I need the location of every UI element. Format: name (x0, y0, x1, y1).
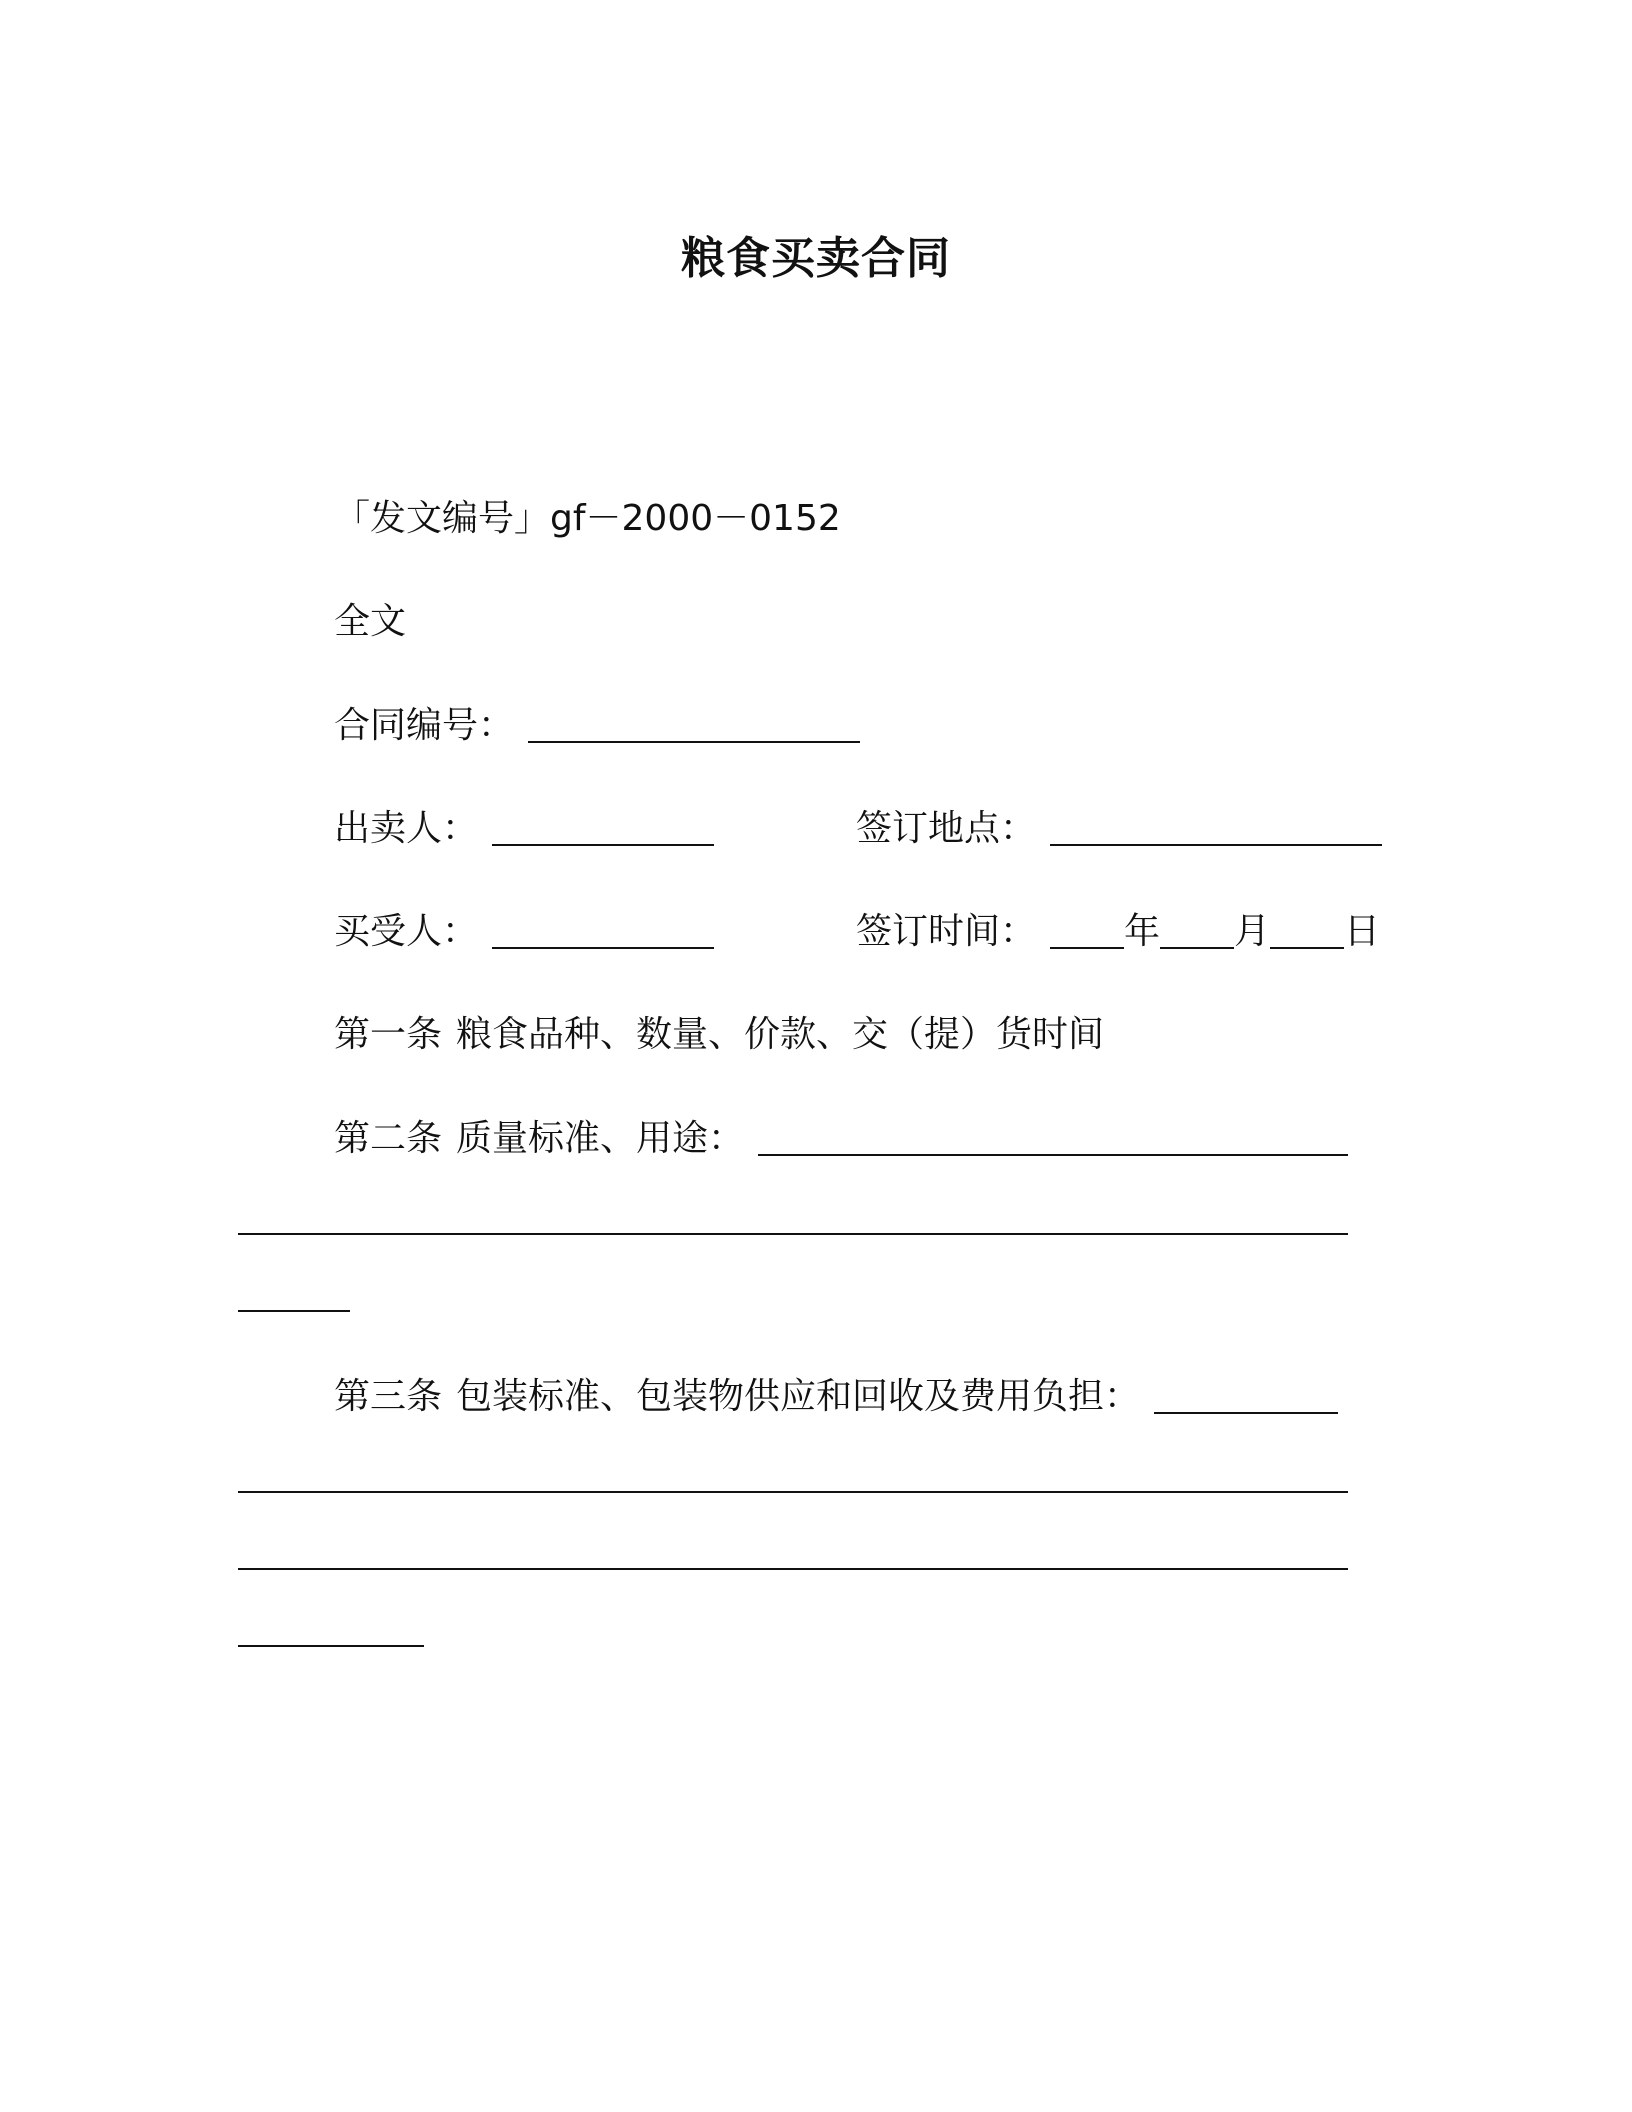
full-text-label: 全文 (334, 601, 407, 642)
article-2-number: 第二条 (334, 1118, 443, 1159)
article-2-blank-line[interactable] (238, 1310, 350, 1312)
article-3-field[interactable] (1154, 1376, 1338, 1414)
article-3 (334, 1375, 1338, 1418)
contract-number-row (334, 704, 860, 747)
month-field[interactable] (1160, 911, 1234, 949)
article-1 (334, 1013, 1104, 1056)
seller-field[interactable] (492, 808, 714, 846)
article-3-blank-line[interactable] (238, 1491, 1348, 1493)
signing-time-label: 签订时间： (856, 911, 1037, 952)
article-2-blank-line[interactable] (238, 1233, 1348, 1235)
signing-time-row (856, 910, 1380, 953)
article-3-text: 包装标准、包装物供应和回收及费用负担： (456, 1376, 1141, 1417)
signing-place-field[interactable] (1050, 808, 1382, 846)
signing-place-label: 签订地点： (856, 808, 1037, 849)
document-title: 粮食买卖合同 (681, 233, 951, 284)
buyer-field[interactable] (492, 911, 714, 949)
buyer-label: 买受人： (334, 911, 479, 952)
article-3-blank-line[interactable] (238, 1568, 1348, 1570)
month-label: 月 (1234, 911, 1271, 952)
article-1-number: 第一条 (334, 1014, 443, 1055)
article-2-field[interactable] (758, 1118, 1348, 1156)
article-2-text: 质量标准、用途： (456, 1118, 745, 1159)
day-label: 日 (1344, 911, 1381, 952)
article-1-text: 粮食品种、数量、价款、交（提）货时间 (456, 1014, 1105, 1055)
contract-number-label: 合同编号： (334, 705, 515, 746)
buyer-row (334, 910, 714, 953)
year-label: 年 (1124, 911, 1161, 952)
article-3-number: 第三条 (334, 1376, 443, 1417)
day-field[interactable] (1270, 911, 1344, 949)
doc-number: 「发文编号」gf－2000－0152 (334, 498, 841, 539)
seller-label: 出卖人： (334, 808, 479, 849)
seller-row (334, 807, 714, 850)
article-3-blank-line[interactable] (238, 1645, 424, 1647)
contract-number-field[interactable] (528, 705, 860, 743)
year-field[interactable] (1050, 911, 1124, 949)
signing-place-row (856, 807, 1382, 850)
article-2 (334, 1117, 1348, 1160)
